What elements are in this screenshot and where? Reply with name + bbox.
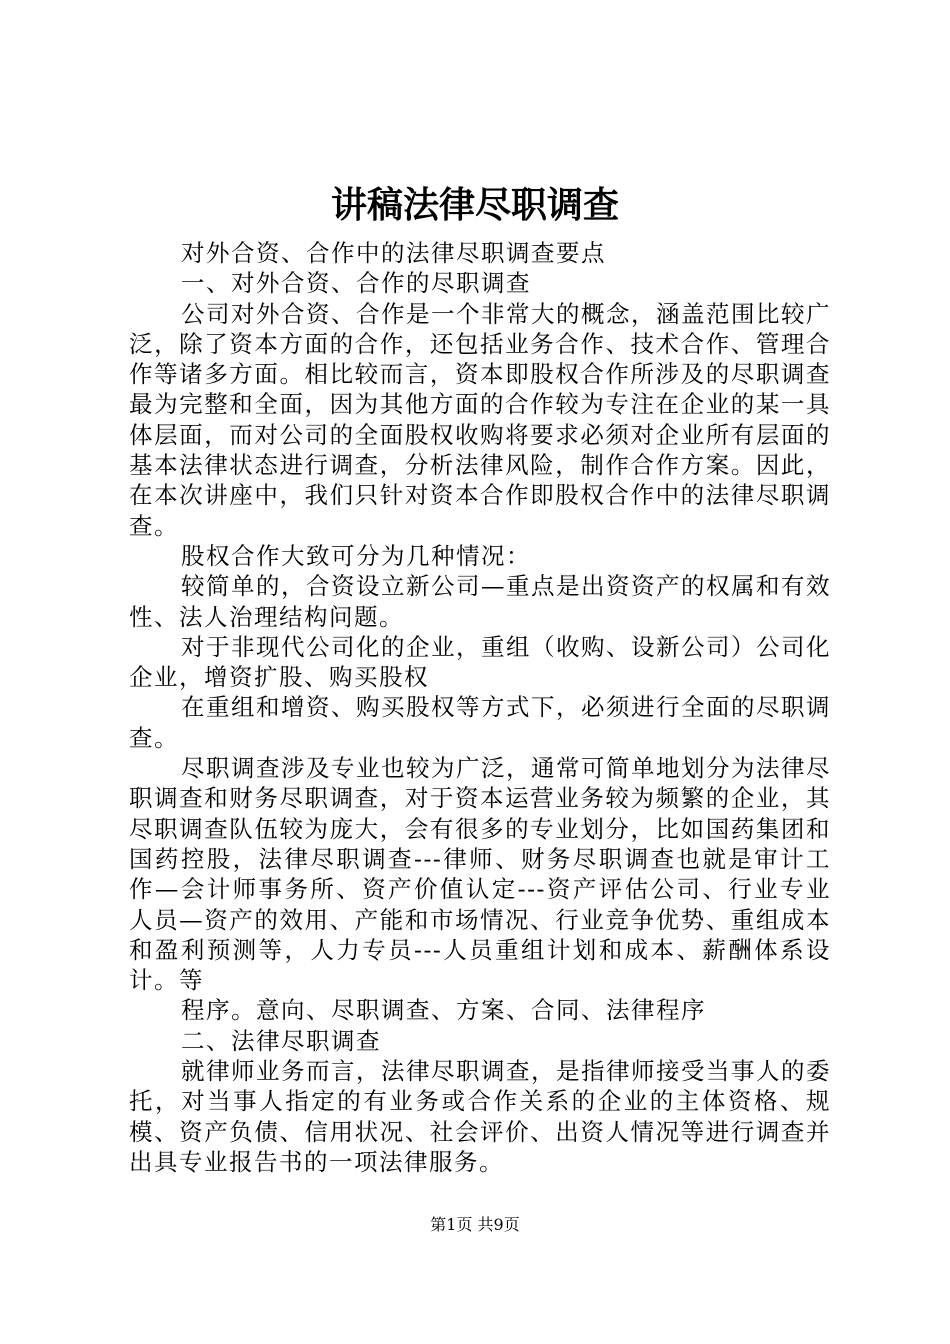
paragraph: 股权合作大致可分为几种情况：	[181, 541, 531, 570]
page-number-footer: 第1页 共9页	[430, 1215, 520, 1234]
document-body	[129, 238, 831, 1177]
document-title: 讲稿法律尽职调查	[330, 184, 619, 226]
paragraph: 在重组和增资、购买股权等方式下，必须进行全面的尽职调查。	[129, 693, 831, 752]
paragraph-subtitle: 对外合资、合作中的法律尽职调查要点	[181, 239, 606, 267]
paragraph: 对于非现代公司化的企业，重组（收购、设新公司）公司化企业，增资扩股、购买股权	[129, 632, 831, 692]
paragraph: 程序。意向、尽职调查、方案、合同、法律程序	[181, 996, 706, 1025]
paragraph-heading-1: 一、对外合资、合作的尽职调查	[181, 269, 531, 298]
paragraph: 较简单的，合资设立新公司—重点是出资资产的权属和有效性、法人治理结构问题。	[129, 572, 831, 631]
paragraph-heading-2: 二、法律尽职调查	[181, 1026, 381, 1055]
paragraph: 就律师业务而言，法律尽职调查，是指律师接受当事人的委托，对当事人指定的有业务或合作关系的企业的主体资格、规模、资产负债、信用状况、社会评价、出资人情况等进行调查并出具专业报告书的一项法律服务。	[129, 1057, 831, 1176]
paragraph: 公司对外合资、合作是一个非常大的概念，涵盖范围比较广泛，除了资本方面的合作，还包括业务合作、技术合作、管理合作等诸多方面。相比较而言，资本即股权合作所涉及的尽职调查最为完整和全面，因为其他方面的合作较为专注在企业的某一具体层面，而对公司的全面股权收购将要求必须对企业所有层面的基本法律状态进行调查，分析法律风险，制作合作方案。因此，在本次讲座中，我们只针对资本合作即股权合作中的法律尽职调查。	[129, 299, 831, 540]
paragraph: 尽职调查涉及专业也较为广泛，通常可简单地划分为法律尽职调查和财务尽职调查，对于资本运营业务较为频繁的企业，其尽职调查队伍较为庞大，会有很多的专业划分，比如国药集团和国药控股，法律尽职调查---律师、财务尽职调查也就是审计工作—会计师事务所、资产价值认定---资产评估公司、行业专业人员—资产的效用、产能和市场情况、行业竞争优势、重组成本和盈利预测等，人力专员---人员重组计划和成本、薪酬体系设计。等	[129, 754, 831, 995]
